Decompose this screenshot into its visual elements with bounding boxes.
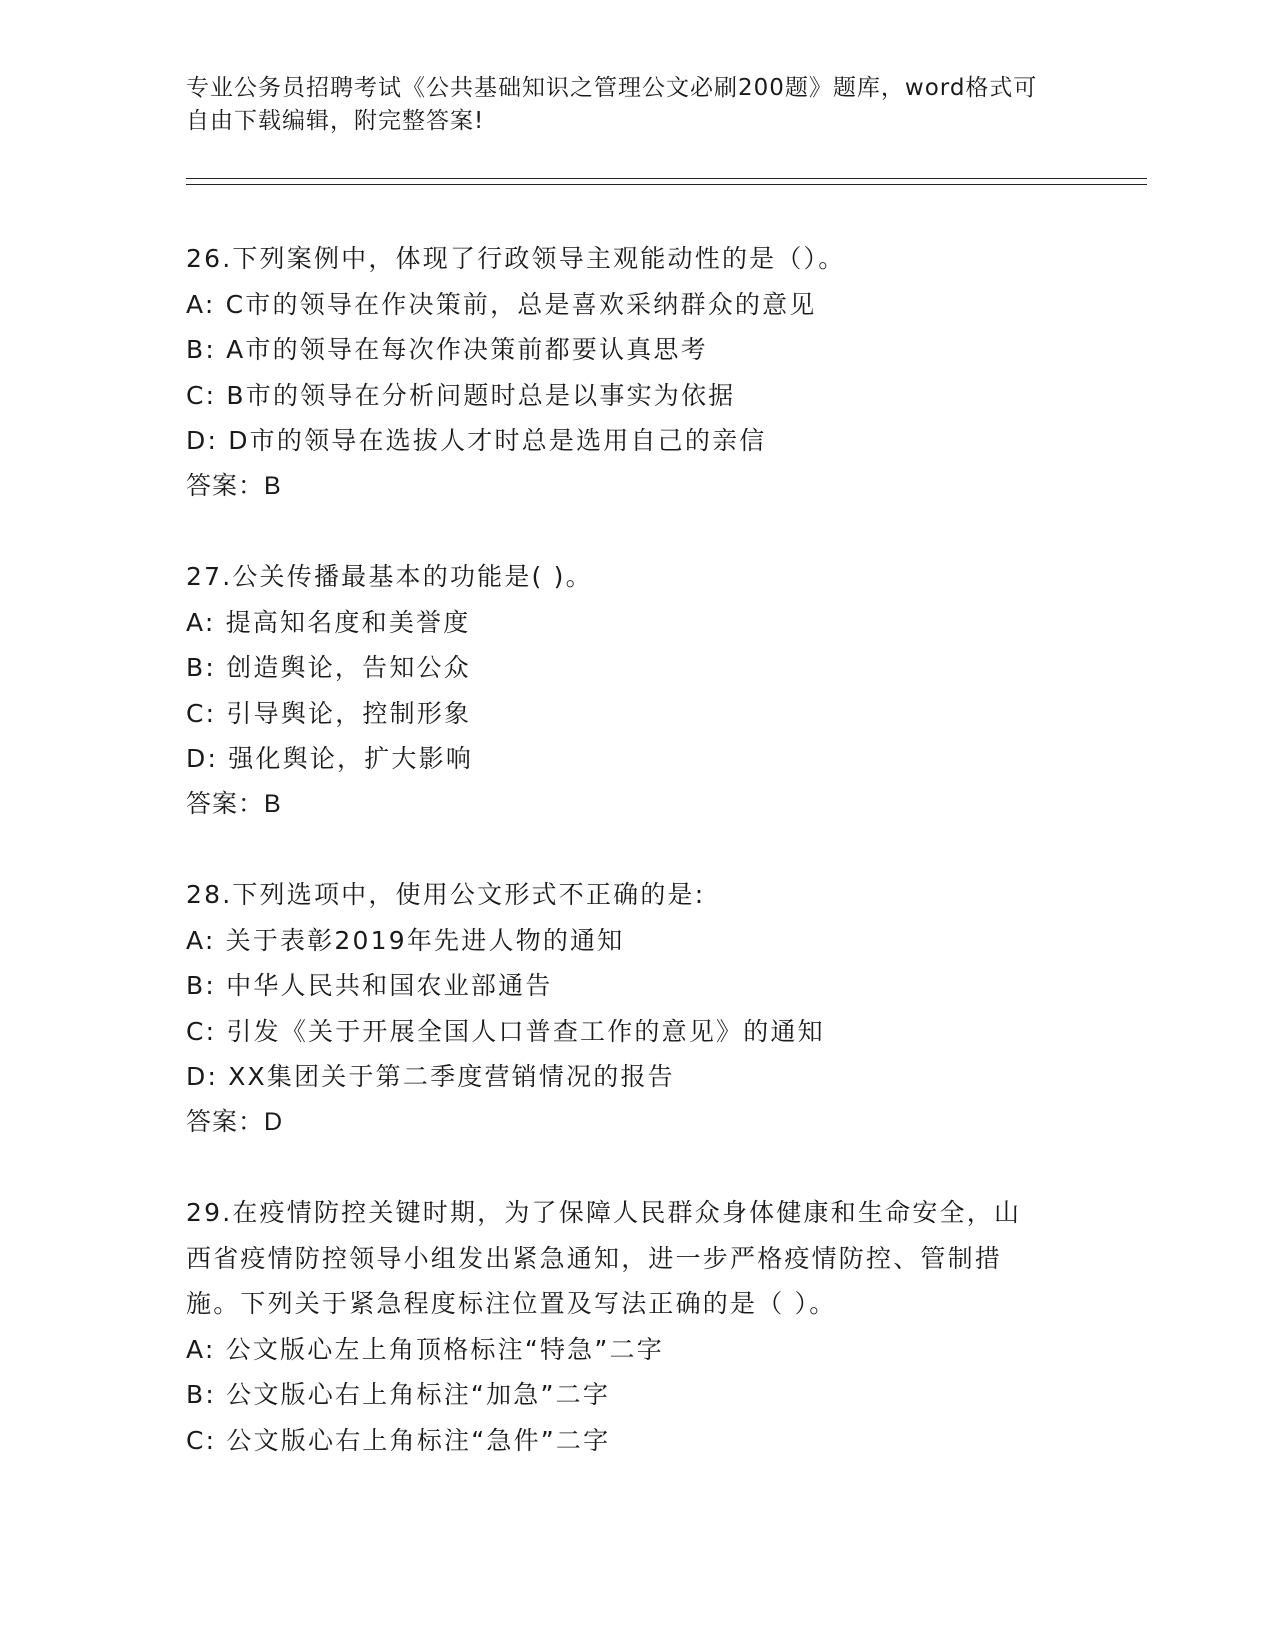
option-c: C: 引发《关于开展全国人口普查工作的意见》的通知 bbox=[186, 1016, 825, 1046]
question-stem-line-2: 西省疫情防控领导小组发出紧急通知，进一步严格疫情防控、管制措 bbox=[186, 1243, 1003, 1273]
option-c: C: 公文版心右上角标注“急件”二字 bbox=[186, 1425, 611, 1455]
question-list bbox=[186, 236, 1086, 1508]
option-b: B: 公文版心右上角标注“加急”二字 bbox=[186, 1380, 611, 1409]
option-d: D: 强化舆论，扩大影响 bbox=[186, 744, 474, 773]
option-c: C: 引导舆论，控制形象 bbox=[186, 698, 472, 728]
question-stem: 28.下列选项中，使用公文形式不正确的是: bbox=[186, 880, 706, 909]
option-d: D: D市的领导在选拔人才时总是选用自己的亲信 bbox=[186, 426, 767, 455]
answer: 答案：B bbox=[186, 789, 282, 818]
header-divider-top bbox=[186, 178, 1147, 179]
question-29 bbox=[186, 1190, 1086, 1463]
option-a: A: 关于表彰2019年先进人物的通知 bbox=[186, 925, 625, 955]
option-a: A: C市的领导在作决策前，总是喜欢采纳群众的意见 bbox=[186, 289, 817, 319]
header-divider-bottom bbox=[186, 184, 1147, 185]
header-line-1: 专业公务员招聘考试《公共基础知识之管理公文必刷200题》题库，word格式可 bbox=[186, 75, 1038, 101]
option-a: A: 提高知名度和美誉度 bbox=[186, 607, 471, 637]
document-header bbox=[186, 72, 1066, 138]
option-b: B: 创造舆论，告知公众 bbox=[186, 653, 471, 682]
question-stem: 26.下列案例中，体现了行政领导主观能动性的是（）。 bbox=[186, 244, 846, 273]
question-stem-line-1: 29.在疫情防控关键时期，为了保障人民群众身体健康和生命安全，山 bbox=[186, 1198, 1022, 1227]
answer: 答案：D bbox=[186, 1107, 284, 1136]
question-stem: 27.公关传播最基本的功能是( )。 bbox=[186, 562, 593, 591]
option-a: A: 公文版心左上角顶格标注“特急”二字 bbox=[186, 1334, 664, 1364]
question-stem-line-3: 施。下列关于紧急程度标注位置及写法正确的是（ ）。 bbox=[186, 1289, 837, 1318]
question-28 bbox=[186, 872, 1086, 1145]
option-b: B: A市的领导在每次作决策前都要认真思考 bbox=[186, 335, 708, 364]
option-b: B: 中华人民共和国农业部通告 bbox=[186, 971, 553, 1000]
option-c: C: B市的领导在分析问题时总是以事实为依据 bbox=[186, 380, 736, 410]
question-27 bbox=[186, 554, 1086, 827]
header-line-2: 自由下载编辑，附完整答案! bbox=[186, 108, 485, 134]
question-26 bbox=[186, 236, 1086, 509]
answer: 答案：B bbox=[186, 471, 282, 500]
option-d: D: XX集团关于第二季度营销情况的报告 bbox=[186, 1062, 675, 1091]
